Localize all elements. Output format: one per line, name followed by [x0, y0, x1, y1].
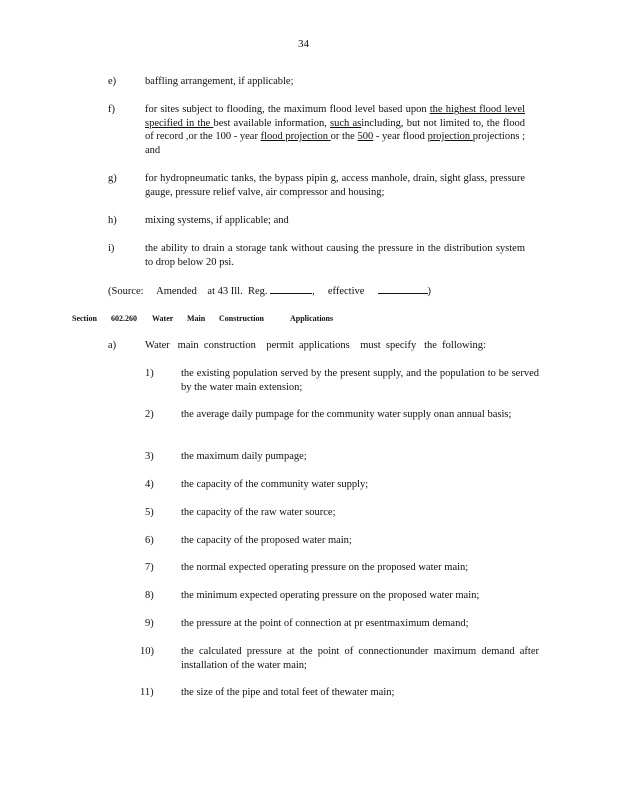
- underlined-insertion: flood projection: [260, 131, 331, 142]
- underlined-insertion: 500: [357, 131, 374, 142]
- numbered-item-text: the calculated pressure at the point of connectionunder maximum demand after installation of the water main;: [181, 646, 539, 671]
- heading-word-construction: Construction: [219, 314, 264, 323]
- underlined-insertion: the highest flood level specified in the: [145, 104, 525, 129]
- numbered-item-text: the pressure at the point of connection at pr esentmaximum demand;: [181, 618, 469, 629]
- text-run: or the: [330, 131, 358, 142]
- text-run: mixing systems, if applicable; and: [145, 215, 289, 226]
- numbered-item-label: 1): [145, 368, 154, 379]
- underlined-insertion: projection: [427, 131, 473, 142]
- text-run: including, but not limited to, the flood of record ,or the 100 - year: [145, 117, 525, 142]
- numbered-item-label: 6): [145, 535, 154, 546]
- source-note-suffix: ): [427, 286, 432, 297]
- text-run: the ability to drain a storage tank without causing the pressure in the distribution system to drop below 20 psi.: [145, 243, 525, 268]
- heading-word-applications: Applications: [290, 314, 334, 323]
- text-run: for hydropneumatic tanks, the bypass pipin g, access manhole, drain, sight glass, pressure gauge, pressure relief valve, air compressor and housing;: [145, 173, 525, 198]
- numbered-item-label: 8): [145, 590, 154, 601]
- item-text: [145, 103, 525, 157]
- numbered-item-text: the size of the pipe and total feet of thewater main;: [181, 687, 395, 698]
- numbered-item-label: 4): [145, 479, 154, 490]
- numbered-item-label: 9): [145, 618, 154, 629]
- numbered-item-label: 11): [140, 687, 154, 698]
- numbered-item-text: the minimum expected operating pressure on the proposed water main;: [181, 590, 480, 601]
- numbered-item-text: the normal expected operating pressure on the proposed water main;: [181, 562, 469, 573]
- underlined-insertion: such as: [330, 117, 362, 129]
- effective-date-blank: [378, 283, 428, 294]
- item-label: g): [108, 173, 117, 184]
- item-label: h): [108, 215, 117, 226]
- item-label: f): [108, 104, 115, 115]
- section-word: Section: [72, 314, 97, 323]
- numbered-item-text: the average daily pumpage for the community water supply onan annual basis;: [181, 409, 512, 420]
- text-run: projections ; and: [145, 131, 525, 156]
- item-text: [145, 214, 525, 228]
- heading-word-water: Water: [152, 314, 174, 323]
- item-label: i): [108, 243, 115, 254]
- numbered-item-text: the existing population served by the present supply, and the population to be served by the water main extension;: [181, 368, 539, 393]
- section-number: 602.260: [111, 314, 137, 323]
- item-text: [145, 75, 525, 89]
- numbered-item-text: the maximum daily pumpage;: [181, 451, 307, 462]
- item-text: [145, 172, 525, 199]
- numbered-item-text: the capacity of the community water supply;: [181, 479, 369, 490]
- source-note: [108, 283, 431, 299]
- numbered-item-text: the capacity of the proposed water main;: [181, 535, 352, 546]
- text-run: best available information,: [213, 117, 331, 129]
- text-run: baffling arrangement, if applicable;: [145, 76, 294, 87]
- source-note-middle: , effective: [312, 286, 365, 297]
- numbered-item-label: 3): [145, 451, 154, 462]
- page-number: 34: [298, 38, 309, 50]
- text-run: - year flood: [373, 131, 428, 142]
- numbered-item-label: 2): [145, 409, 154, 420]
- numbered-item-label: 7): [145, 562, 154, 573]
- subsection-a-label: a): [108, 340, 117, 351]
- subsection-a-text: Water main construction permit applications must specify the following:: [145, 340, 486, 351]
- numbered-item-label: 10): [140, 646, 154, 657]
- numbered-item-text: the capacity of the raw water source;: [181, 507, 336, 518]
- item-label: e): [108, 76, 117, 87]
- item-text: [145, 242, 525, 269]
- register-page-blank: [270, 283, 312, 294]
- heading-word-main: Main: [187, 314, 206, 323]
- source-note-prefix: (Source: Amended at 43 Ill. Reg.: [108, 286, 268, 297]
- text-run: for sites subject to flooding, the maximum flood level based upon: [145, 104, 430, 115]
- numbered-item-label: 5): [145, 507, 154, 518]
